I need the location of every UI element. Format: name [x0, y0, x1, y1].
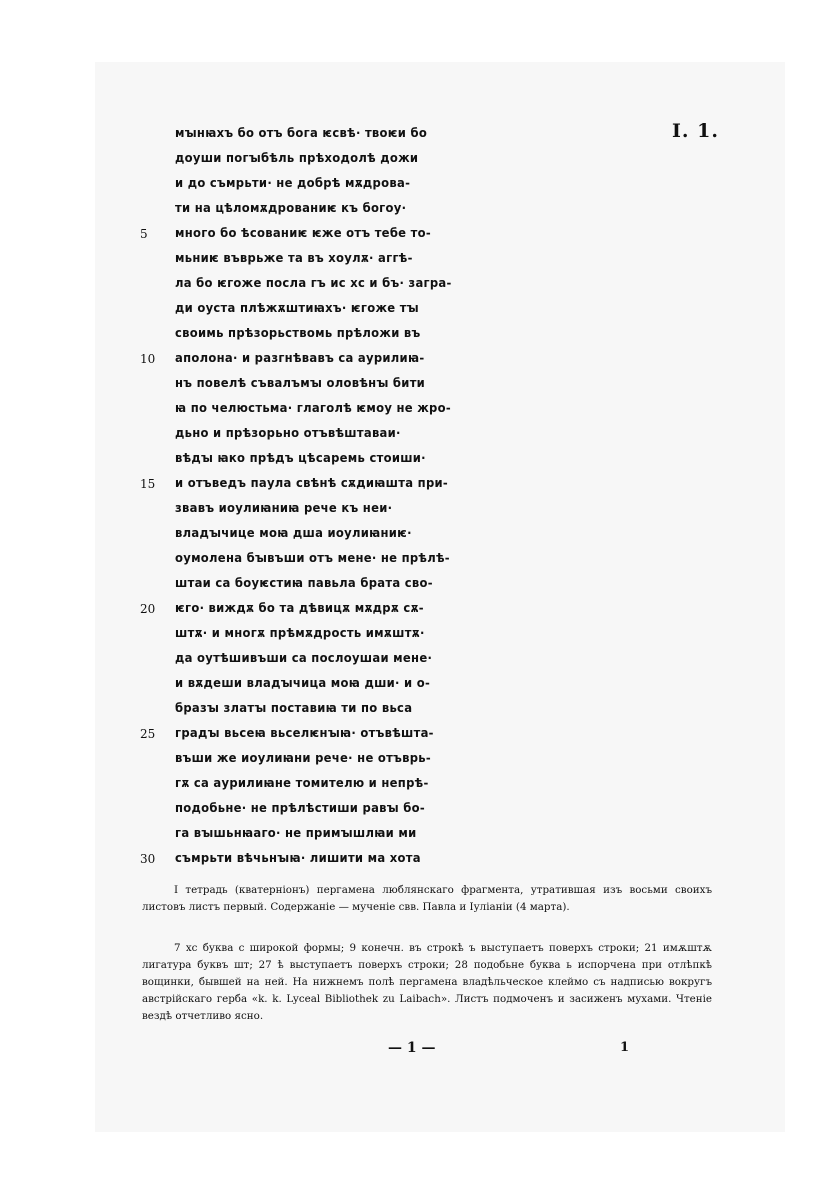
- text-line: гѫ са аурилиꙗне томителю и непрѣ-: [175, 775, 429, 790]
- text-line: и до съмрьти· не добрѣ мѫдрова-: [175, 175, 411, 190]
- text-line: бразꙑ златꙑ поставиꙗ ти по вьса: [175, 700, 413, 715]
- text-line: звавъ иоулиꙗниꙗ рече къ неи·: [175, 500, 393, 515]
- page-number-center: — 1 —: [388, 1040, 436, 1056]
- line-number: 10: [140, 352, 156, 366]
- line-number: 20: [140, 602, 156, 616]
- footnote-apparatus: 7 хс буква с широкой формы; 9 конечн. въ строкѣ ъ выступаетъ поверхъ строки; 21 имѫштѫ лигатура буквъ шт; 27 ѣ выступаетъ поверхъ строки; 28 подобьне буква ь испорчена при отлѣпкѣ вощинки, бывшей на ней. На нижнемъ полѣ пергамена владѣльческое клеймо съ надписью вокругъ австрійскаго герба «k. k. Lyceal Bibliothek zu Laibach». Листъ подмоченъ и засиженъ мухами. Чтеніе вездѣ отчетливо ясно.: [142, 942, 712, 1022]
- text-line: съмрьти вѣчьнꙑꙗ· лишити ма хота: [175, 850, 421, 865]
- line-number: 30: [140, 852, 156, 866]
- text-line: ѥго· виждѫ бо та дѣвицѫ мѫдрѫ сѫ-: [175, 600, 424, 615]
- page-number-right: 1: [620, 1040, 630, 1055]
- text-line: дьно и прѣзорьно отъвѣштаваи·: [175, 425, 401, 440]
- text-line: владꙑчице моꙗ дша иоулиꙗниѥ·: [175, 525, 412, 540]
- text-line: подобьне· не прѣлѣстиши равꙑ бо-: [175, 800, 425, 815]
- text-line: мьниѥ въврьже та въ хоулѫ· аггѣ-: [175, 250, 413, 265]
- text-line: ла бо ѥгоже посла гъ ис хс и бъ· загра-: [175, 275, 452, 290]
- text-line: доуши погꙑбѣль прѣходолѣ дожи: [175, 150, 419, 165]
- text-line: штѫ· и многѫ прѣмѫдрость имѫштѫ·: [175, 625, 425, 640]
- text-line: оумолена бꙑвъши отъ мене· не прѣлѣ-: [175, 550, 450, 565]
- footnote-description: I тетрадь (кватерніонъ) пергамена люблянскаго фрагмента, утратившая изъ восьми своихъ листовъ листъ первый. Содержаніе — мученіе свв. Павла и Іуліаніи (4 марта).: [142, 884, 712, 913]
- text-line: градꙑ вьсеꙗ вьселѥнꙑꙗ· отъвѣшта-: [175, 725, 434, 740]
- text-line: да оутѣшивъши са послоушаи мене·: [175, 650, 433, 665]
- text-line: штаи са боуѥстиꙗ павьла брата сво-: [175, 575, 433, 590]
- line-number: 5: [140, 227, 148, 241]
- section-reference: I. 1.: [672, 120, 719, 142]
- text-line: ди оуста плѣжѫштиꙗхъ· ѥгоже тꙑ: [175, 300, 419, 315]
- text-line: ти на цѣломѫдрованиѥ къ богоу·: [175, 200, 407, 215]
- line-number: 15: [140, 477, 156, 491]
- text-line: много бо ѣсованиѥ ѥже отъ тебе то-: [175, 225, 431, 240]
- text-line: и отъведъ паула свѣнѣ сѫдиꙗшта при-: [175, 475, 448, 490]
- text-line: вѣдꙑ ꙗко прѣдъ цѣсаремь стоиши·: [175, 450, 426, 465]
- text-line: и вѫдеши владꙑчица моꙗ дши· и о-: [175, 675, 431, 690]
- text-line: своимь прѣзорьствомь прѣложи въ: [175, 325, 421, 340]
- text-line: аполона· и разгнѣвавъ са аурилиꙗ-: [175, 350, 425, 365]
- text-line: ꙗ по челюстьма· глаголѣ ѥмоу не жро-: [175, 400, 451, 415]
- text-line: га вꙑшьнꙗаго· не примꙑшлꙗи ми: [175, 825, 417, 840]
- line-number: 25: [140, 727, 156, 741]
- text-line: мꙑнꙗхъ бо отъ бога ѥсвѣ· твоѥи бо: [175, 125, 428, 140]
- text-line: нъ повелѣ съвалъмꙑ оловѣнꙑ бити: [175, 375, 426, 390]
- text-line: въши же иоулиꙗни рече· не отъврь-: [175, 750, 431, 765]
